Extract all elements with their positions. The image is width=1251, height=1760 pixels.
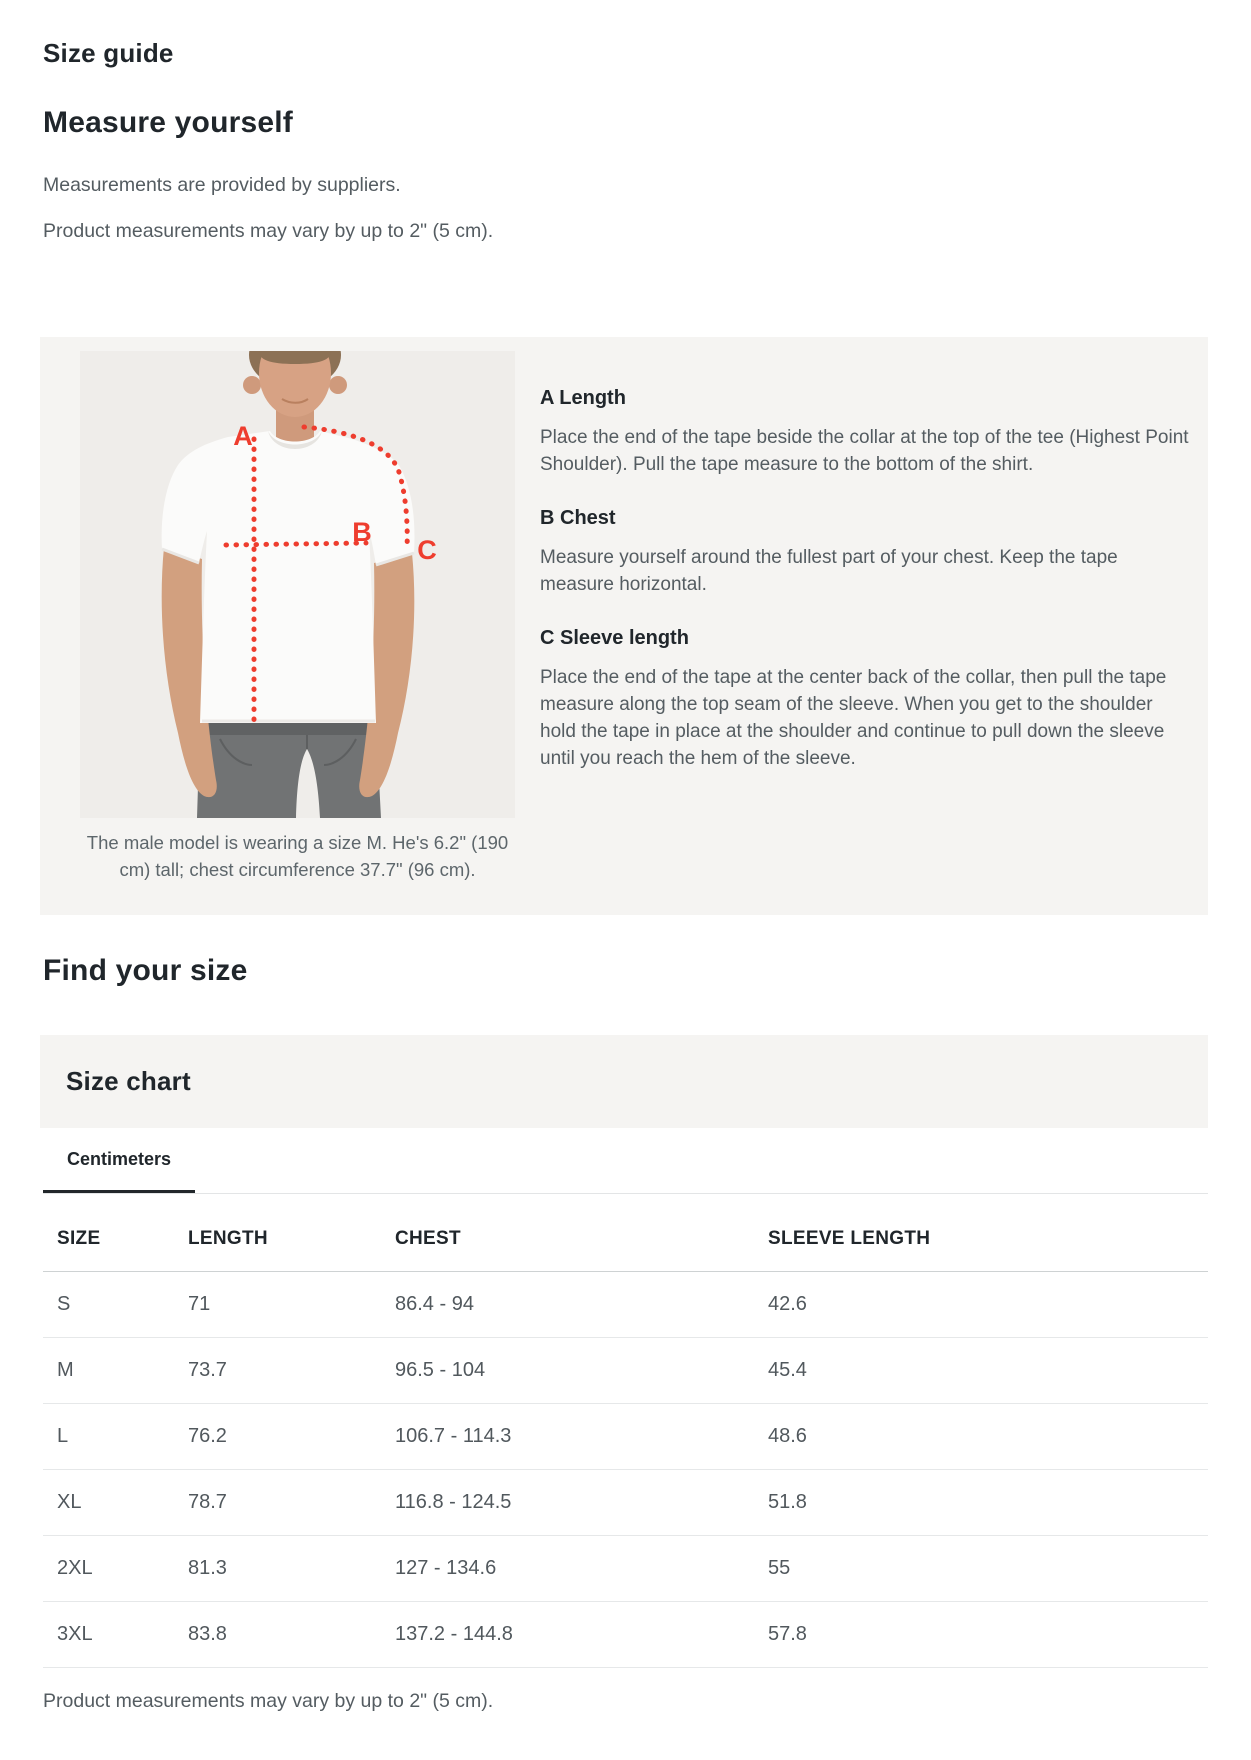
cell-length: 81.3 — [174, 1536, 381, 1602]
cell-length: 73.7 — [174, 1338, 381, 1404]
cell-sleeve: 45.4 — [754, 1338, 1208, 1404]
table-row — [43, 1272, 1208, 1338]
unit-tabs — [43, 1128, 1208, 1194]
cell-chest: 96.5 - 104 — [381, 1338, 754, 1404]
instruction-sleeve-title: C Sleeve length — [540, 627, 689, 649]
label-c: C — [417, 535, 437, 565]
model-caption: The male model is wearing a size M. He's 6.2" (190 cm) tall; chest circumference 37.7" (96 cm). — [86, 832, 509, 880]
size-chart-header — [40, 1035, 1208, 1128]
cell-sleeve: 48.6 — [754, 1404, 1208, 1470]
instruction-chest — [540, 506, 1190, 598]
table-footnote: Product measurements may vary by up to 2" (5 cm). — [43, 1690, 494, 1712]
cell-sleeve: 51.8 — [754, 1470, 1208, 1536]
measure-panel — [40, 337, 1208, 915]
cell-size: M — [43, 1338, 174, 1404]
cell-chest: 127 - 134.6 — [381, 1536, 754, 1602]
column-header-length: LENGTH — [174, 1194, 381, 1272]
cell-sleeve: 57.8 — [754, 1602, 1208, 1668]
table-header-row — [43, 1194, 1208, 1272]
label-a: A — [233, 421, 253, 451]
find-your-size-heading: Find your size — [43, 954, 248, 987]
table-row — [43, 1470, 1208, 1536]
cell-size: L — [43, 1404, 174, 1470]
table-row — [43, 1338, 1208, 1404]
table-row — [43, 1404, 1208, 1470]
cell-size: XL — [43, 1470, 174, 1536]
cell-chest: 106.7 - 114.3 — [381, 1404, 754, 1470]
cell-size: 3XL — [43, 1602, 174, 1668]
instruction-chest-text: Measure yourself around the fullest part of your chest. Keep the tape measure horizontal. — [540, 547, 1118, 595]
model-photo — [80, 351, 515, 818]
cell-length: 71 — [174, 1272, 381, 1338]
cell-chest: 137.2 - 144.8 — [381, 1602, 754, 1668]
measure-yourself-heading: Measure yourself — [43, 106, 293, 139]
column-header-size: SIZE — [43, 1194, 174, 1272]
intro-text-suppliers: Measurements are provided by suppliers. — [43, 174, 401, 196]
instruction-length-title: A Length — [540, 387, 626, 409]
instruction-length-text: Place the end of the tape beside the collar at the top of the tee (Highest Point Shoulder). Pull the tape measure to the bottom of the shirt. — [540, 427, 1189, 475]
tab-centimeters[interactable]: Centimeters — [43, 1128, 195, 1193]
instruction-length — [540, 386, 1190, 478]
cell-length: 78.7 — [174, 1470, 381, 1536]
instruction-sleeve-text: Place the end of the tape at the center back of the collar, then pull the tape measure along the top seam of the sleeve. When you get to the shoulder hold the tape in place at the shoulder and continue to pull down the sleeve until you reach the hem of the sleeve. — [540, 667, 1167, 769]
label-b: B — [352, 517, 372, 547]
intro-text-variance: Product measurements may vary by up to 2" (5 cm). — [43, 220, 494, 242]
table-row — [43, 1536, 1208, 1602]
cell-sleeve: 42.6 — [754, 1272, 1208, 1338]
column-header-chest: CHEST — [381, 1194, 754, 1272]
column-header-sleeve: SLEEVE LENGTH — [754, 1194, 1208, 1272]
cell-size: 2XL — [43, 1536, 174, 1602]
instruction-sleeve — [540, 626, 1190, 772]
measurement-line-b — [226, 543, 366, 545]
size-chart-title: Size chart — [66, 1066, 191, 1096]
jeans — [197, 721, 381, 818]
instruction-chest-title: B Chest — [540, 507, 616, 529]
measurement-diagram — [80, 351, 515, 818]
page-title: Size guide — [43, 38, 174, 68]
table-row — [43, 1602, 1208, 1668]
cell-sleeve: 55 — [754, 1536, 1208, 1602]
cell-chest: 116.8 - 124.5 — [381, 1470, 754, 1536]
cell-size: S — [43, 1272, 174, 1338]
cell-length: 83.8 — [174, 1602, 381, 1668]
cell-chest: 86.4 - 94 — [381, 1272, 754, 1338]
size-chart-table — [43, 1194, 1208, 1668]
measuring-instructions — [540, 386, 1190, 800]
cell-length: 76.2 — [174, 1404, 381, 1470]
